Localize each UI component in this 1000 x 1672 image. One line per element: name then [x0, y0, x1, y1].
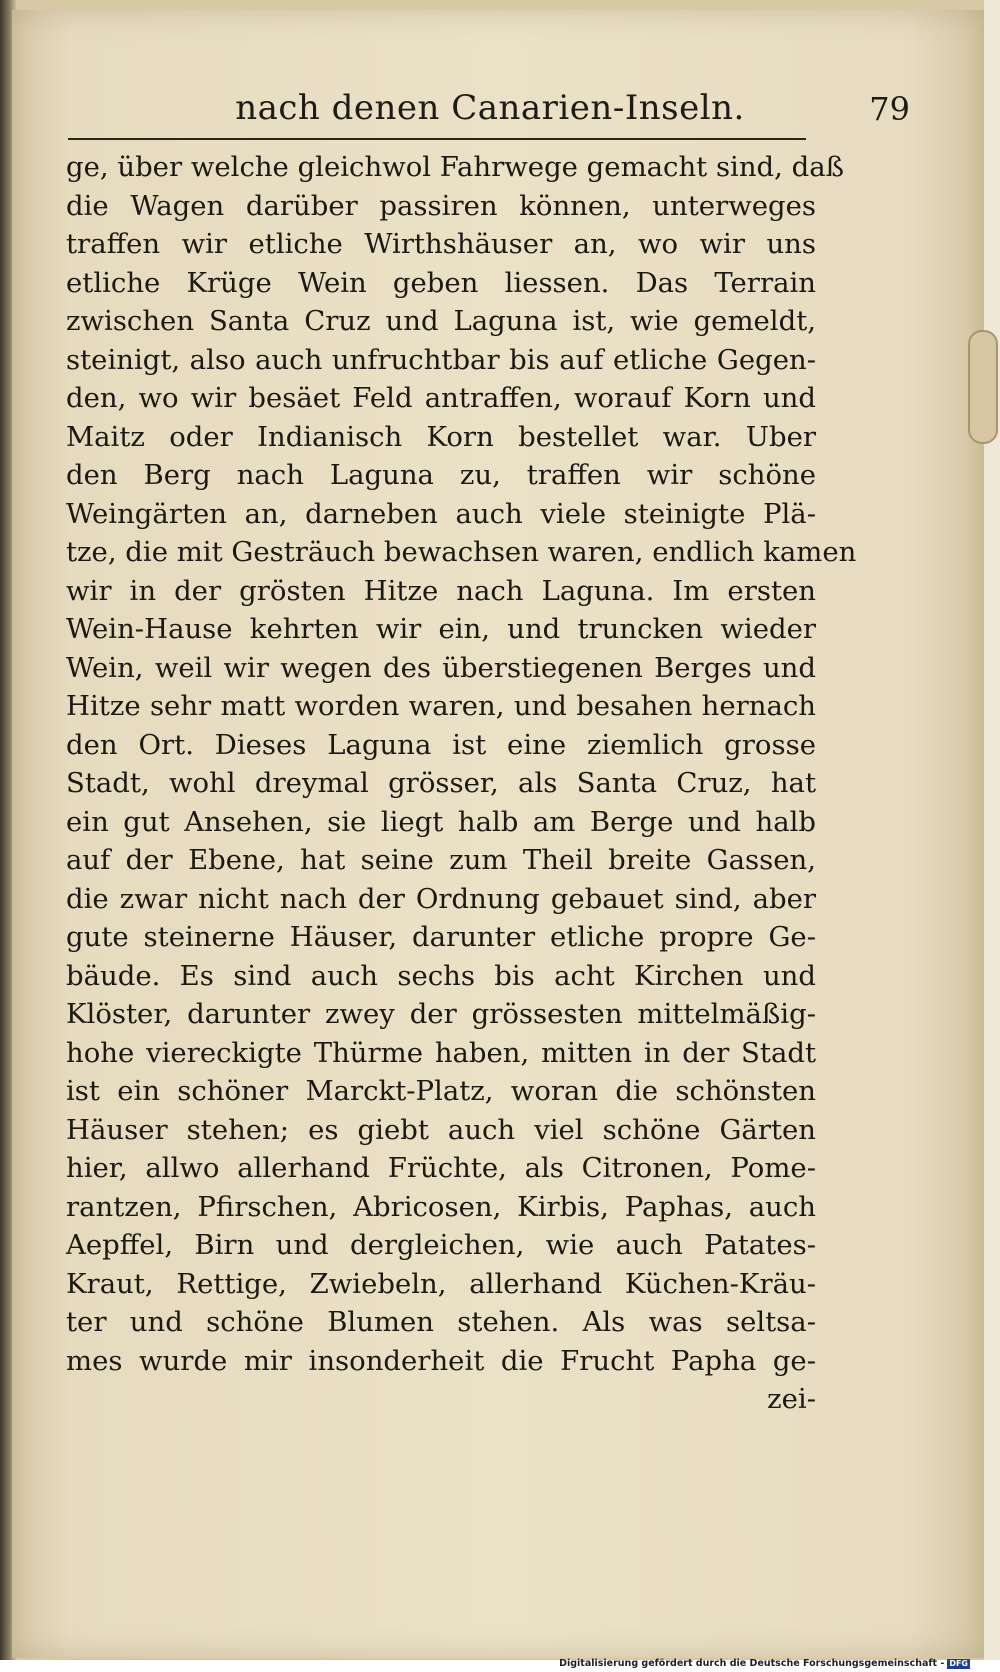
page-clip-tab — [968, 330, 998, 444]
body-text — [66, 148, 857, 1419]
text-line: Aepffel, Birn und dergleichen, wie auch Patates- — [66, 1229, 816, 1261]
text-line: die Wagen darüber passiren können, unterweges — [66, 189, 816, 222]
funding-credit-text: Digitalisierung gefördert durch die Deutsche Forschungsgemeinschaft - — [559, 1658, 945, 1669]
text-line: ein gut Ansehen, sie liegt halb am Berge und halb — [66, 805, 816, 838]
text-line: Häuser stehen; es giebt auch viel schöne Gärten — [66, 1113, 816, 1146]
page-header — [70, 88, 930, 138]
text-line: bäude. Es sind auch sechs bis acht Kirchen und — [66, 959, 816, 992]
text-line: ist ein schöner Marckt-Platz, woran die schönsten — [66, 1075, 816, 1107]
text-line: etliche Krüge Wein geben liessen. Das Terrain — [66, 266, 816, 299]
text-line: ter und schöne Blumen stehen. Als was seltsa- — [66, 1306, 816, 1338]
dfg-logo: DFG — [949, 1658, 968, 1668]
text-line: Maitz oder Indianisch Korn bestellet war. Uber — [66, 420, 816, 453]
text-line: auf der Ebene, hat seine zum Theil breite Gassen, — [66, 844, 816, 876]
running-head: nach denen Canarien-Inseln. — [235, 88, 745, 128]
text-line: wir in der grösten Hitze nach Laguna. Im ersten — [66, 574, 816, 607]
funding-credit — [559, 1658, 970, 1669]
scan-margin — [984, 0, 1000, 1660]
text-line: Klöster, darunter zwey der grössesten mittelmäßig- — [66, 998, 816, 1030]
text-line: hier, allwo allerhand Früchte, als Citronen, Pome- — [66, 1152, 816, 1184]
text-line: rantzen, Pfirschen, Abricosen, Kirbis, Paphas, auch — [66, 1190, 816, 1223]
text-line: Kraut, Rettige, Zwiebeln, allerhand Küchen-Kräu- — [66, 1267, 816, 1300]
catchword: zei- — [767, 1383, 816, 1415]
text-line: hohe viereckigte Thürme haben, mitten in der Stadt — [66, 1036, 816, 1069]
text-line: die zwar nicht nach der Ordnung gebauet sind, aber — [66, 882, 816, 915]
text-line: steinigt, also auch unfruchtbar bis auf etliche Gegen- — [66, 343, 816, 376]
text-line: tze, die mit Gesträuch bewachsen waren, endlich kamen — [66, 536, 857, 568]
text-line: Hitze sehr matt worden waren, und besahen hernach — [66, 690, 816, 722]
text-line: mes wurde mir insonderheit die Frucht Papha ge- — [66, 1344, 816, 1377]
footer-bar — [0, 1660, 1000, 1672]
text-line: den, wo wir besäet Feld antraffen, worauf Korn und — [66, 382, 816, 414]
header-rule — [68, 138, 806, 140]
text-line: Wein-Hause kehrten wir ein, und truncken wieder — [66, 613, 816, 645]
text-line: traffen wir etliche Wirthshäuser an, wo wir uns — [66, 228, 816, 260]
page-number: 79 — [869, 90, 910, 128]
text-line: Weingärten an, darneben auch viele steinigte Plä- — [66, 497, 816, 530]
text-line: den Berg nach Laguna zu, traffen wir schöne — [66, 459, 816, 491]
text-line: den Ort. Dieses Laguna ist eine ziemlich grosse — [66, 728, 816, 761]
text-line: zwischen Santa Cruz und Laguna ist, wie gemeldt, — [66, 305, 816, 337]
text-line: gute steinerne Häuser, darunter etliche propre Ge- — [66, 921, 816, 953]
text-line: ge, über welche gleichwol Fahrwege gemacht sind, daß — [66, 151, 845, 183]
text-line: Wein, weil wir wegen des überstiegenen Berges und — [66, 651, 816, 684]
text-line: Stadt, wohl dreymal grösser, als Santa Cruz, hat — [66, 767, 816, 799]
